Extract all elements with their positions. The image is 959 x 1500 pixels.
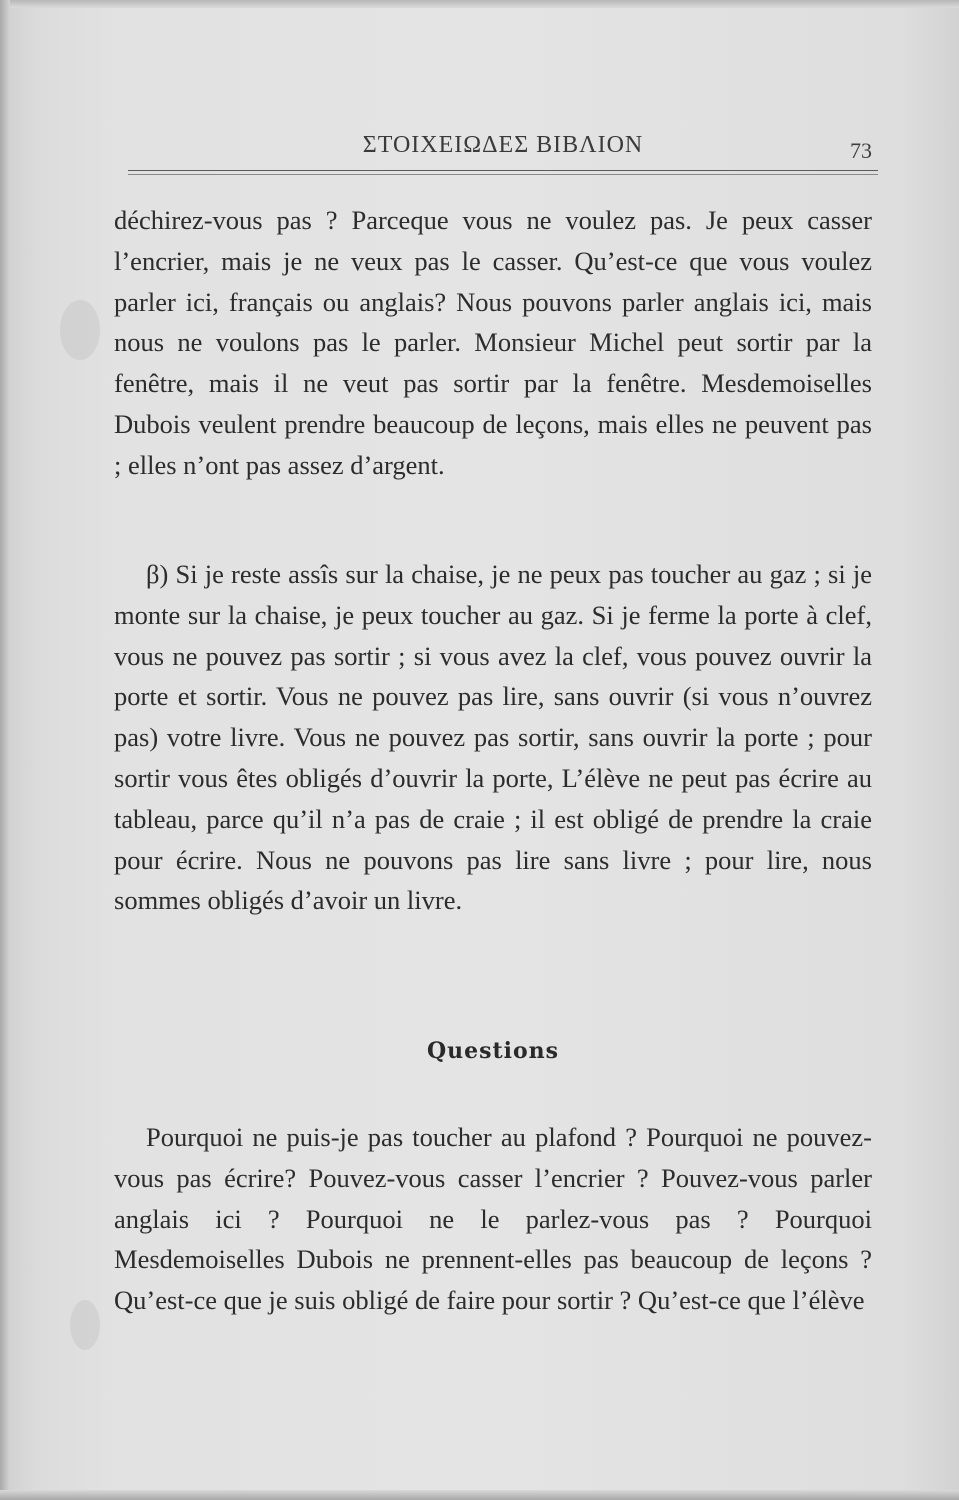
page-stain xyxy=(60,300,100,360)
page-header xyxy=(128,128,878,176)
header-rule xyxy=(128,170,878,171)
paragraph-text: déchirez-vous pas ? Parceque vous ne voulez pas. Je peux casser l’encrier, mais je ne veux pas le casser. Qu’est-ce que vous voulez parler ici, français ou anglais? Nous pouvons parler anglais ici, mais nous ne voulons pas le parler. Monsieur Michel peut sortir par la fenêtre, mais il ne veut pas sortir par la fenêtre. Mesdemoiselles Dubois veulent prendre beaucoup de leçons, mais elles ne peuvent pas ; elles n’ont pas assez d’argent. xyxy=(114,205,872,480)
page-edge-top xyxy=(0,0,959,8)
questions-heading: Questions xyxy=(426,1038,560,1064)
page-stain xyxy=(70,1300,100,1350)
running-title: ΣΤΟΙΧΕΙΩΔΕΣ ΒΙΒΛΙΟΝ xyxy=(362,132,644,158)
page-edge-left xyxy=(0,0,10,1500)
page-edge-bottom xyxy=(0,1490,959,1500)
body-paragraph-b xyxy=(114,554,872,921)
header-rule-thin xyxy=(128,174,878,175)
paragraph-text: β) Si je reste assîs sur la chaise, je ne peux pas toucher au gaz ; si je monte sur la chaise, je peux toucher au gaz. Si je ferme la porte à clef, vous ne pouvez pas sortir ; si vous avez la clef, vous pouvez ouvrir la porte et sortir. Vous ne pouvez pas lire, sans ouvrir (si vous n’ouvrez pas) votre livre. Vous ne pouvez pas sortir, sans ouvrir la porte ; pour sortir vous êtes obligés d’ouvrir la porte, L’élève ne peut pas écrire au tableau, parce qu’il n’a pas de craie ; il est obligé de prendre la craie pour écrire. Nous ne pouvons pas lire sans livre ; pour lire, nous sommes obligés d’avoir un livre. xyxy=(114,559,872,916)
body-paragraph-a xyxy=(114,200,872,486)
paragraph-text: Pourquoi ne puis-je pas toucher au plafond ? Pourquoi ne pouvez-vous pas écrire? Pouvez-vous casser l’encrier ? Pouvez-vous parler anglais ici ? Pourquoi ne le parlez-vous pas ? Pourquoi Mesdemoiselles Dubois ne prennent-elles pas beaucoup de leçons ? Qu’est-ce que je suis obligé de faire pour sortir ? Qu’est-ce que l’élève xyxy=(114,1122,872,1316)
page-number: 73 xyxy=(850,138,872,163)
questions-paragraph xyxy=(114,1117,872,1321)
